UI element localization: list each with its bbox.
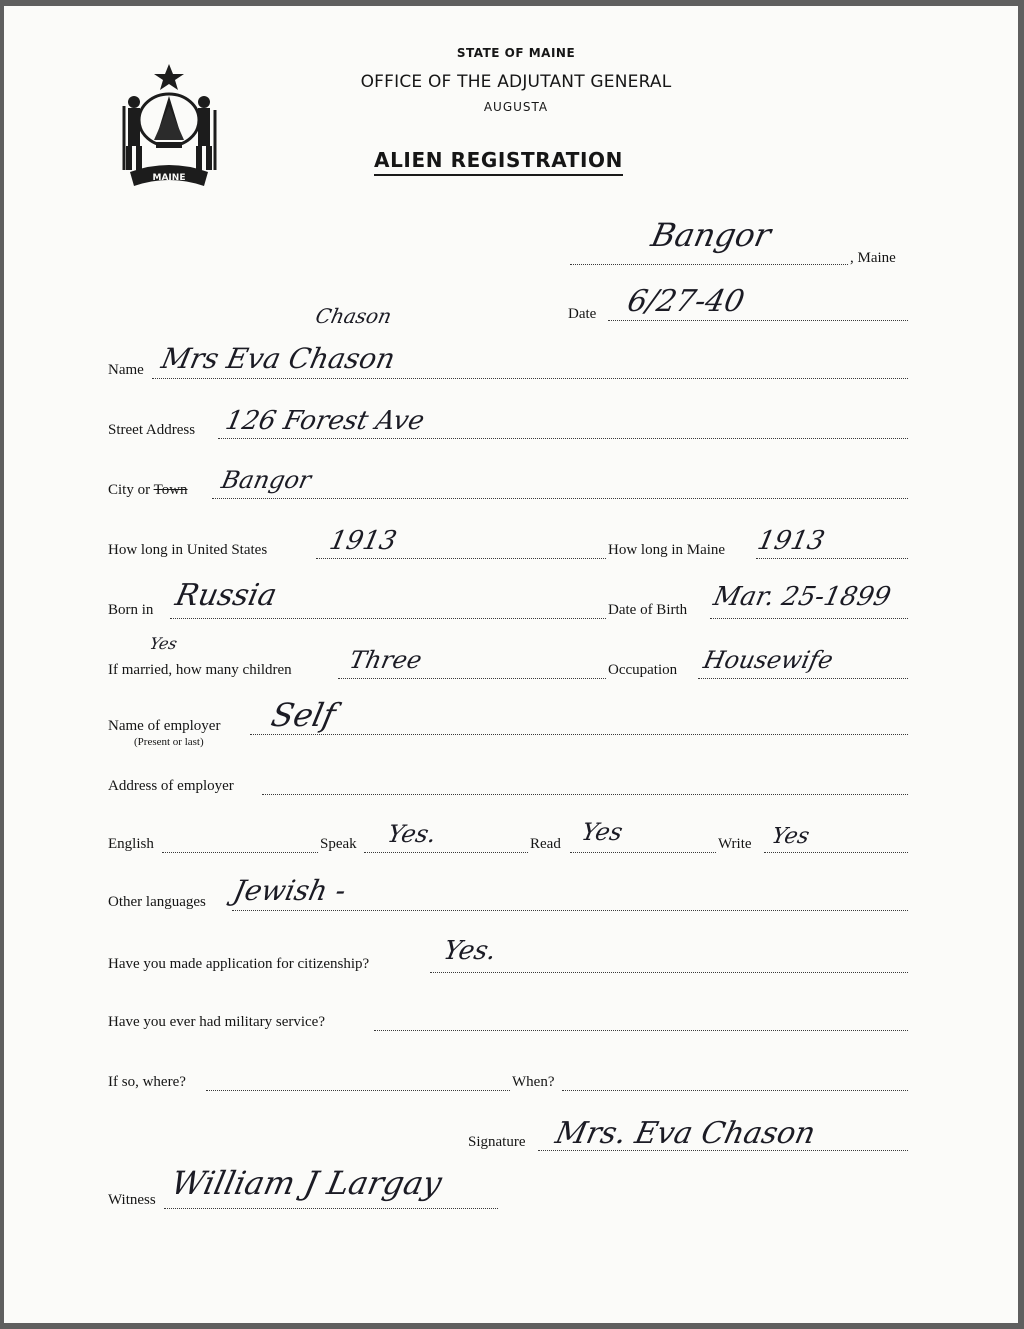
speak-line — [364, 852, 528, 853]
where-line — [206, 1090, 510, 1091]
military-service-label: Have you ever had military service? — [108, 1014, 325, 1030]
employer-address-label: Address of employer — [108, 778, 234, 794]
city-entry: Bangor — [219, 466, 314, 494]
signature-entry: Mrs. Eva Chason — [552, 1116, 819, 1151]
employer-name-line — [250, 734, 908, 735]
city-label-text: City or — [108, 482, 154, 498]
citizenship-label: Have you made application for citizenship? — [108, 956, 370, 972]
how-long-us-entry: 1913 — [326, 526, 400, 556]
how-long-maine-label: How long in Maine — [608, 542, 726, 558]
how-long-us-label: How long in United States — [108, 542, 268, 558]
name-field-line — [152, 378, 908, 379]
children-entry: Three — [347, 646, 425, 674]
speak-entry: Yes. — [385, 820, 439, 848]
city-heading: AUGUSTA — [483, 100, 549, 114]
english-label: English — [108, 836, 154, 852]
state-heading: STATE OF MAINE — [456, 46, 576, 60]
born-in-line — [170, 618, 606, 619]
name-annotation-entry: Chason — [313, 304, 394, 328]
other-languages-line — [232, 910, 908, 911]
married-children-label: If married, how many children — [108, 662, 292, 678]
employer-name-sublabel: (Present or last) — [134, 736, 204, 748]
street-address-entry: 126 Forest Ave — [222, 406, 428, 436]
place-entry: Bangor — [647, 216, 775, 254]
witness-line — [164, 1208, 498, 1209]
how-long-maine-line — [756, 558, 908, 559]
registration-form-page — [4, 6, 1018, 1323]
english-line — [162, 852, 318, 853]
town-label-struck: Town — [153, 482, 188, 498]
witness-signature-entry: William J Largay — [167, 1164, 446, 1202]
form-title: ALIEN REGISTRATION — [374, 148, 623, 176]
read-entry: Yes — [579, 818, 626, 846]
name-entry: Mrs Eva Chason — [158, 342, 399, 375]
employer-name-entry: Self — [267, 696, 339, 734]
how-long-maine-entry: 1913 — [754, 526, 828, 556]
occupation-line — [698, 678, 908, 679]
place-field-line — [570, 264, 848, 265]
write-entry: Yes — [769, 824, 812, 849]
how-long-us-line — [316, 558, 606, 559]
street-address-label: Street Address — [108, 422, 196, 438]
read-label: Read — [530, 836, 561, 852]
occupation-label: Occupation — [608, 662, 678, 678]
speak-label: Speak — [320, 836, 357, 852]
witness-label: Witness — [108, 1192, 156, 1208]
date-label: Date — [568, 306, 597, 322]
when-line — [562, 1090, 908, 1091]
seal-banner-text: MAINE — [152, 173, 186, 183]
military-service-line — [374, 1030, 908, 1031]
city-label — [108, 482, 188, 499]
born-in-label: Born in — [108, 602, 154, 618]
date-field-line — [608, 320, 908, 321]
office-heading: OFFICE OF THE ADJUTANT GENERAL — [360, 72, 672, 92]
when-label: When? — [512, 1074, 555, 1090]
other-languages-entry: Jewish - — [230, 874, 349, 907]
employer-name-label: Name of employer — [108, 718, 221, 734]
date-entry: 6/27-40 — [624, 284, 748, 319]
born-in-entry: Russia — [172, 578, 280, 613]
married-children-line — [338, 678, 606, 679]
place-suffix-label: , Maine — [850, 250, 896, 266]
citizenship-entry: Yes. — [440, 936, 500, 966]
street-address-line — [218, 438, 908, 439]
married-entry: Yes — [147, 634, 179, 653]
write-label: Write — [718, 836, 752, 852]
city-field-line — [212, 498, 908, 499]
employer-address-line — [262, 794, 908, 795]
citizenship-line — [430, 972, 908, 973]
date-of-birth-line — [710, 618, 908, 619]
date-of-birth-entry: Mar. 25-1899 — [710, 582, 894, 612]
where-label: If so, where? — [108, 1074, 186, 1090]
write-line — [764, 852, 908, 853]
other-languages-label: Other languages — [108, 894, 206, 910]
read-line — [570, 852, 716, 853]
date-of-birth-label: Date of Birth — [608, 602, 688, 618]
signature-label: Signature — [468, 1134, 526, 1150]
name-label: Name — [108, 362, 144, 378]
occupation-entry: Housewife — [701, 646, 836, 674]
